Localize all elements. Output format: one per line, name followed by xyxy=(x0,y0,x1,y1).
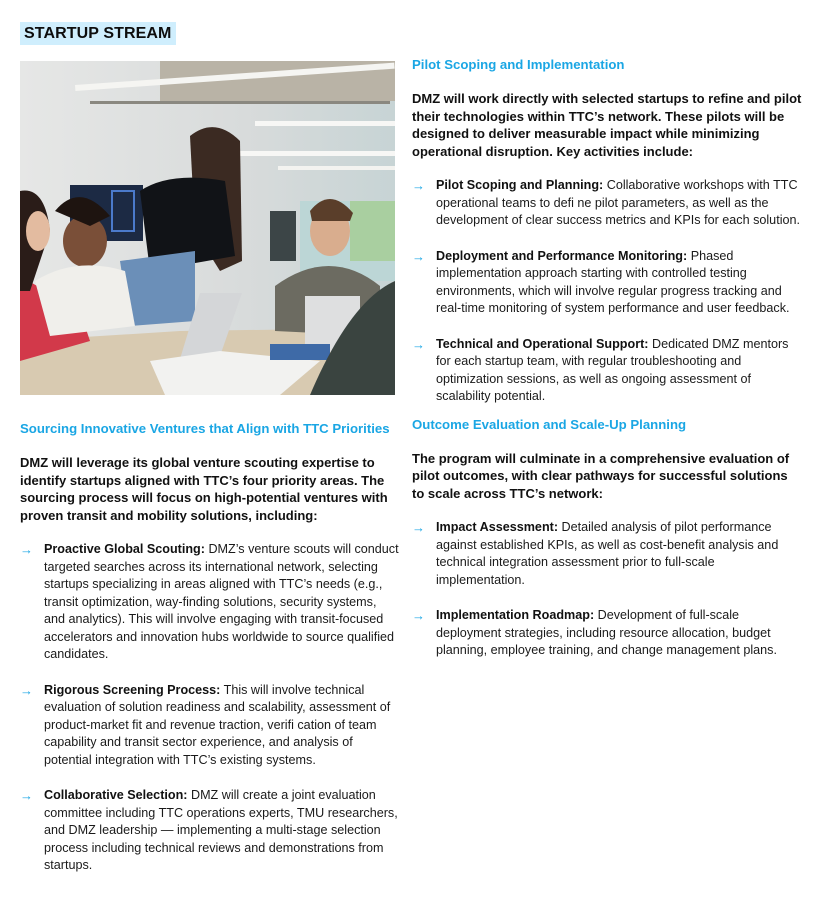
outcome-lead-paragraph: The program will culminate in a comprehensive evaluation of pilot outcomes, with clear pathways for successful solutions to scale across TTC’s network: xyxy=(412,450,790,501)
bullet-title: Proactive Global Scouting: xyxy=(44,542,205,556)
hero-photo xyxy=(20,61,395,395)
sourcing-bullet-list xyxy=(20,541,400,875)
bullet-title: Impact Assessment: xyxy=(436,520,559,534)
bullet-item xyxy=(412,607,802,660)
bullet-item xyxy=(412,177,802,230)
bullet-text: Dedicated DMZ mentors for each startup team, with regular troubleshooting and optimization sessions, as well as ongoing assessment of scalability potential. xyxy=(436,336,789,403)
outcome-section xyxy=(412,416,802,660)
bullet-title: Technical and Operational Support: xyxy=(436,336,649,351)
arrow-right-icon: → xyxy=(412,520,425,535)
bullet-item xyxy=(412,336,802,406)
bullet-title: Implementation Roadmap: xyxy=(436,608,595,622)
section-heading-sourcing: Sourcing Innovative Ventures that Align with TTC Priorities xyxy=(20,421,390,436)
section-tag: STARTUP STREAM xyxy=(20,22,176,45)
bullet-item xyxy=(20,682,400,770)
bullet-title: Rigorous Screening Process: xyxy=(44,682,221,697)
arrow-right-icon: → xyxy=(20,682,33,698)
arrow-right-icon: → xyxy=(20,788,33,803)
arrow-right-icon: → xyxy=(412,336,425,352)
bullet-text: Phased implementation approach starting with controlled testing environments, which will involve regular progress tracking and real-time monitoring of system performance and user feedback. xyxy=(436,248,790,315)
pilot-lead-paragraph: DMZ will work directly with selected startups to refine and pilot their technologies within TTC’s network. These pilots will be designed to deliver measurable impact while minimizing operational disruption. Key activities include: xyxy=(412,91,802,159)
bullet-title: Deployment and Performance Monitoring: xyxy=(436,248,688,263)
bullet-text: Development of full-scale deployment strategies, including resource allocation, budget planning, employee training, and change management plans. xyxy=(436,608,777,657)
bullet-item xyxy=(20,787,400,875)
photo-illustration xyxy=(20,61,395,395)
sourcing-lead-paragraph: DMZ will leverage its global venture scouting expertise to identify startups aligned with TTC’s four priority areas. The sourcing process will focus on high-potential ventures with proven transit and mobility solutions, including: xyxy=(20,455,388,523)
bullet-text: This will involve technical evaluation of solution readiness and scalability, assessment of product-market fit and revenue traction, verifi cation of team capability and transit sector experience, and analysis of potential integration with TTC’s existing systems. xyxy=(44,682,391,767)
arrow-right-icon: → xyxy=(412,248,425,264)
arrow-right-icon: → xyxy=(412,608,425,623)
bullet-title: Collaborative Selection: xyxy=(44,788,188,802)
right-column xyxy=(412,56,802,678)
arrow-right-icon: → xyxy=(20,542,33,557)
section-heading-outcome: Outcome Evaluation and Scale-Up Planning xyxy=(412,416,687,432)
bullet-text: Collaborative workshops with TTC operational teams to defi ne pilot parameters, as well as the development of clear success metrics and KPIs for each solution. xyxy=(436,178,800,227)
outcome-bullet-list xyxy=(412,519,802,660)
section-heading-pilot: Pilot Scoping and Implementation xyxy=(412,57,625,72)
bullet-title: Pilot Scoping and Planning: xyxy=(436,178,604,192)
bullet-text: Detailed analysis of pilot performance against established KPIs, as well as cost-benefit analysis and technical integration assessment prior to full-scale implementation. xyxy=(436,520,779,587)
bullet-item xyxy=(412,248,802,318)
bullet-item xyxy=(412,519,802,589)
bullet-item xyxy=(20,541,400,664)
bullet-text: DMZ’s venture scouts will conduct targeted searches across its international network, selecting startups specializing in areas aligned with TTC’s needs (e.g., transit optimization, way-finding solutions, security systems, and analytics). This will involve engaging with transit-focused accelerators and innovation hubs worldwide to source qualified candidates. xyxy=(44,542,399,661)
pilot-bullet-list xyxy=(412,177,802,406)
left-column xyxy=(20,420,400,893)
bullet-text: DMZ will create a joint evaluation committee including TTC operations experts, TMU researchers, and DMZ leadership — implementing a multi-stage selection process including technical reviews and demonstrations from startups. xyxy=(44,788,398,872)
arrow-right-icon: → xyxy=(412,178,425,193)
